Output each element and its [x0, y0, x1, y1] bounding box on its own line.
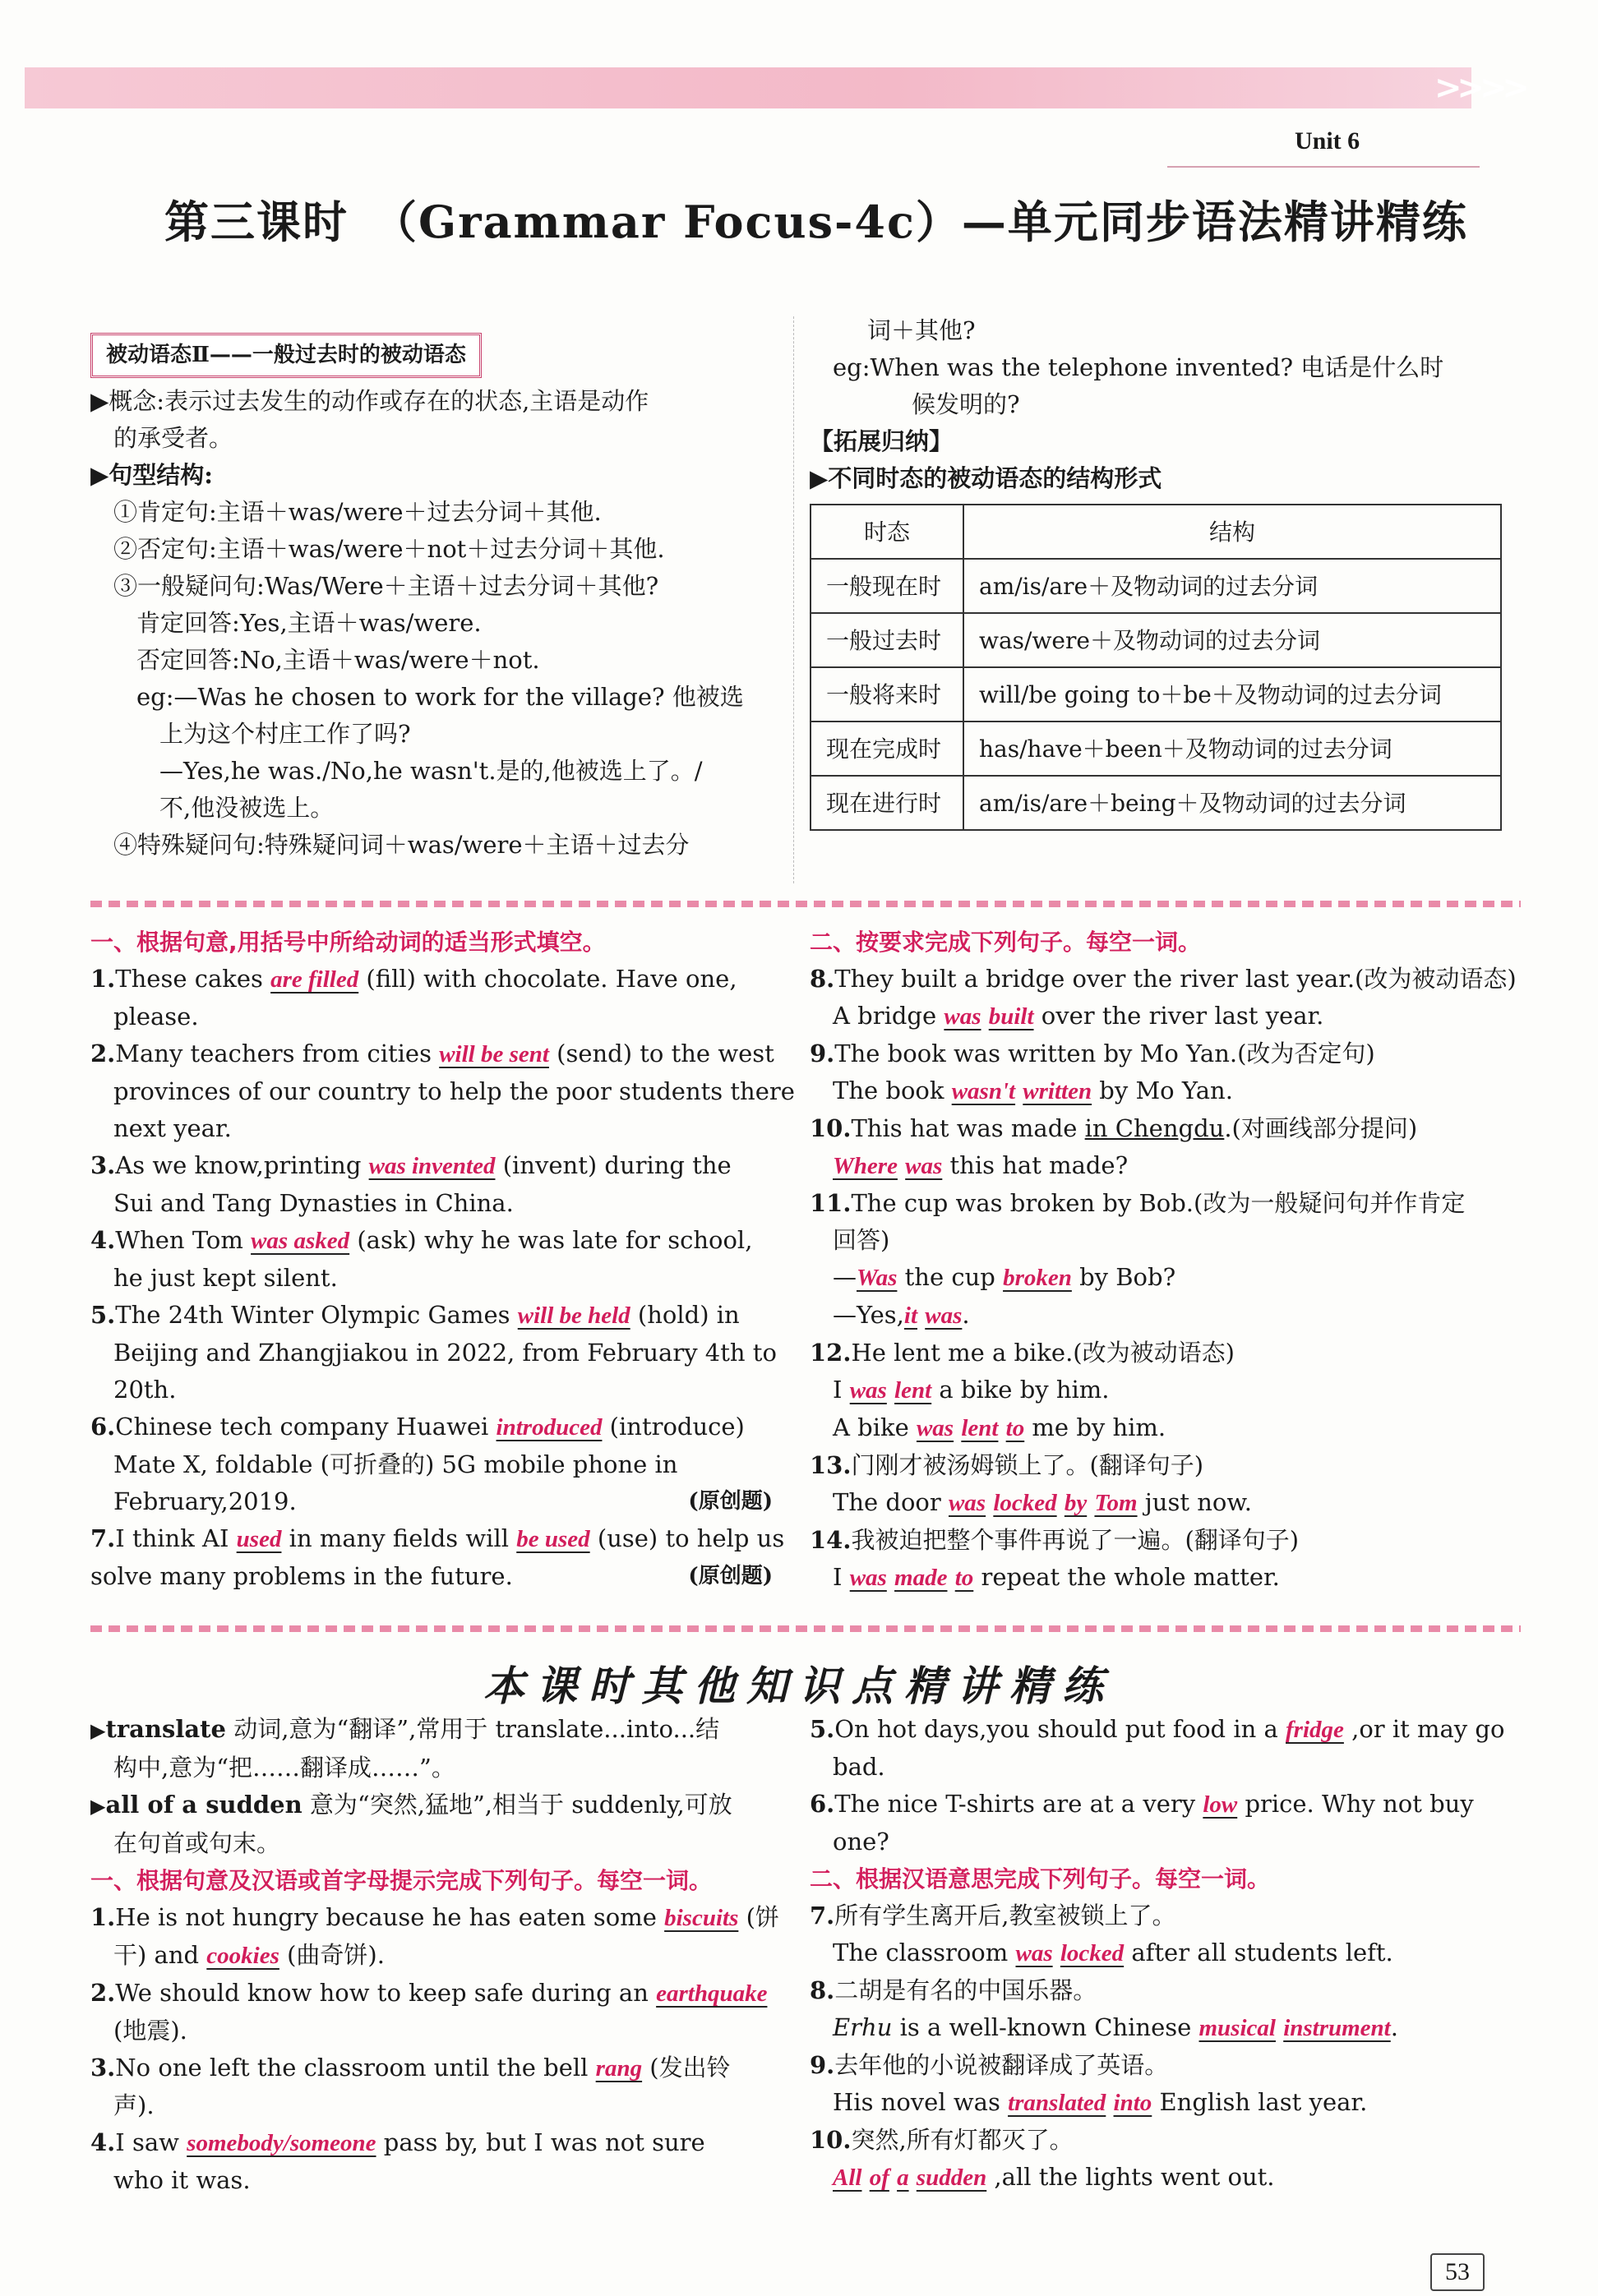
question-line: who it was.: [113, 2166, 251, 2194]
grammar-tag: 被动语态Ⅱ——一般过去时的被动语态: [90, 333, 482, 378]
answer: a: [897, 2165, 909, 2191]
grammar-line: 上为这个村庄工作了吗?: [159, 720, 411, 748]
grammar-left: [90, 333, 781, 864]
grammar-line: 不,他没被选上。: [159, 794, 335, 822]
answer: low: [1203, 1791, 1238, 1818]
answer: lent: [961, 1415, 999, 1441]
question-line: (地震).: [113, 2017, 187, 2045]
table-row: [811, 559, 1501, 613]
question-11: 11.The cup was broken by Bob.(改为一般疑问句并作肯定: [810, 1189, 1466, 1217]
answer: Where: [833, 1153, 898, 1179]
answer: be used: [516, 1526, 590, 1552]
question-5: 5.On hot days,you should put food in a fridge ,or it may go: [810, 1715, 1505, 1743]
question-4: 4.I saw somebody/someone pass by, but I was not sure: [90, 2128, 705, 2156]
grammar-line: 肯定回答:Yes,主语＋was/were.: [136, 609, 482, 637]
tense-table: [810, 504, 1502, 831]
knowledge-line: 构中,意为“把……翻译成……”。: [113, 1754, 455, 1782]
original-tag: (原创题): [688, 1489, 773, 1514]
grammar-line: ▶句型结构:: [90, 461, 214, 489]
answer: of: [869, 2165, 889, 2191]
exercise-1: [90, 924, 795, 1595]
answer: Was: [857, 1265, 898, 1291]
answer: written: [1023, 1078, 1092, 1104]
table-cell: 现在完成时: [811, 722, 963, 776]
question-line: Sui and Tang Dynasties in China.: [113, 1189, 514, 1217]
question-9: 9.去年他的小说被翻译成了英语。: [810, 2051, 1169, 2079]
table-cell: 现在进行时: [811, 776, 963, 830]
answer: rang: [595, 2055, 643, 2082]
page-title: 第三课时 （Grammar Focus-4c）—单元同步语法精讲精练: [164, 196, 1468, 248]
question-line: The door was locked by Tom just now.: [833, 1488, 1252, 1516]
answer: by: [1064, 1490, 1088, 1516]
question-7: 7.所有学生离开后,教室被锁上了。: [810, 1902, 1176, 1929]
grammar-line: eg:When was the telephone invented? 电话是什么时: [833, 353, 1444, 381]
table-cell: was/were＋及物动词的过去分词: [963, 613, 1501, 667]
question-8: 8.They built a bridge over the river last year.(改为被动语态): [810, 965, 1517, 993]
exercise-3: [90, 1711, 779, 2199]
question-line: 声).: [113, 2091, 155, 2119]
answer: built: [988, 1003, 1034, 1030]
question-line: His novel was translated into English last year.: [833, 2088, 1368, 2116]
table-row: [811, 722, 1501, 776]
exercise-4: [810, 1711, 1517, 2197]
answer: wasn't: [951, 1078, 1016, 1104]
answer: sudden: [916, 2165, 987, 2191]
question-line: 干) and cookies (曲奇饼).: [113, 1941, 385, 1969]
answer: will be sent: [439, 1041, 549, 1067]
grammar-right: [810, 312, 1517, 831]
table-cell: am/is/are＋being＋及物动词的过去分词: [963, 776, 1501, 830]
question-line: Mate Ⅹ, foldable (可折叠的) 5G mobile phone in: [113, 1450, 678, 1478]
question-12: 12.He lent me a bike.(改为被动语态): [810, 1339, 1235, 1367]
table-cell: 一般现在时: [811, 559, 963, 613]
answer: locked: [1060, 1940, 1125, 1966]
question-1: 1.He is not hungry because he has eaten some biscuits (饼: [90, 1903, 779, 1931]
question-line: please.: [113, 1003, 199, 1030]
answer: All: [833, 2165, 862, 2191]
exercise-title: 二、按要求完成下列句子。每空一词。: [810, 929, 1202, 956]
answer: lent: [894, 1377, 932, 1404]
original-tag: (原创题): [688, 1564, 773, 1588]
question-14: 14.我被迫把整个事件再说了一遍。(翻译句子): [810, 1526, 1300, 1554]
question-line: Erhu is a well-known Chinese musical instrument.: [833, 2013, 1398, 2041]
question-2: 2.We should know how to keep safe during an earthquake: [90, 1979, 768, 2007]
knowledge-line: 在句首或句末。: [113, 1829, 281, 1857]
question-3: 3.No one left the classroom until the bell rang (发出铃: [90, 2054, 731, 2082]
grammar-line: 的承受者。: [113, 424, 233, 452]
knowledge-point: ▶all of a sudden 意为“突然,猛地”,相当于 suddenly,可放: [90, 1791, 732, 1819]
grammar-line: ②否定句:主语＋was/were＋not＋过去分词＋其他.: [113, 535, 665, 563]
question-8: 8.二胡是有名的中国乐器。: [810, 1976, 1097, 2004]
answer: translated: [1008, 2090, 1106, 2116]
answer: was: [944, 1003, 981, 1030]
question-line: solve many problems in the future. (原创题): [90, 1558, 773, 1595]
grammar-line: ④特殊疑问句:特殊疑问词＋was/were＋主语＋过去分: [113, 831, 690, 859]
answer: are filled: [270, 966, 359, 993]
question-line: 20th.: [113, 1376, 177, 1404]
answer: was: [849, 1565, 887, 1591]
section-divider: [90, 901, 1521, 907]
question-line: he just kept silent.: [113, 1264, 338, 1292]
question-1: 1.These cakes are filled (fill) with chocolate. Have one,: [90, 965, 737, 993]
question-line: Beijing and Zhangjiakou in 2022, from February 4th to: [113, 1339, 777, 1367]
answer: instrument: [1283, 2015, 1391, 2041]
grammar-line: 否定回答:No,主语＋was/were＋not.: [136, 646, 540, 674]
answer: was: [849, 1377, 887, 1404]
answer: to: [954, 1565, 974, 1591]
table-header: 结构: [963, 505, 1501, 559]
grammar-line: ③一般疑问句:Was/Were＋主语＋过去分词＋其他?: [113, 572, 659, 600]
table-cell: am/is/are＋及物动词的过去分词: [963, 559, 1501, 613]
table-cell: has/have＋been＋及物动词的过去分词: [963, 722, 1501, 776]
unit-label: Unit 6: [1295, 127, 1360, 154]
column-divider: [793, 316, 794, 883]
grammar-line: ①肯定句:主语＋was/were＋过去分词＋其他.: [113, 498, 602, 526]
answer: was asked: [251, 1228, 350, 1254]
question-13: 13.门刚才被汤姆锁上了。(翻译句子): [810, 1451, 1204, 1479]
question-line: I was made to repeat the whole matter.: [833, 1563, 1280, 1591]
question-line: provinces of our country to help the poor students there: [113, 1077, 795, 1105]
answer: locked: [993, 1490, 1057, 1516]
header-band: [25, 67, 1471, 108]
question-line: The book wasn't written by Mo Yan.: [833, 1077, 1233, 1104]
question-9: 9.The book was written by Mo Yan.(改为否定句): [810, 1040, 1375, 1067]
answer: Tom: [1094, 1490, 1138, 1516]
answer: cookies: [206, 1943, 279, 1969]
answer: was: [905, 1153, 943, 1179]
answer: was: [948, 1490, 986, 1516]
answer: into: [1113, 2090, 1152, 2116]
answer: will be held: [517, 1302, 630, 1329]
table-cell: 一般过去时: [811, 613, 963, 667]
answer: was invented: [368, 1153, 496, 1179]
question-line: 回答): [833, 1226, 890, 1254]
exercise-title: 一、根据句意及汉语或首字母提示完成下列句子。每空一词。: [90, 1867, 713, 1894]
answer: broken: [1003, 1265, 1072, 1291]
question-10: 10.This hat was made in Chengdu.(对画线部分提问): [810, 1114, 1418, 1142]
answer: musical: [1198, 2015, 1276, 2041]
question-line: A bridge was built over the river last year.: [833, 1002, 1324, 1030]
answer: made: [894, 1565, 948, 1591]
question-3: 3.As we know,printing was invented (invent) during the: [90, 1151, 732, 1179]
table-row: [811, 667, 1501, 722]
question-line: The classroom was locked after all students left.: [833, 1939, 1393, 1966]
question-2: 2.Many teachers from cities will be sent (send) to the west: [90, 1040, 774, 1067]
grammar-line: ▶概念:表示过去发生的动作或存在的状态,主语是动作: [90, 387, 649, 415]
table-row: [811, 776, 1501, 830]
question-7: 7.I think AI used in many fields will be used (use) to help us: [90, 1524, 785, 1552]
question-4: 4.When Tom was asked (ask) why he was late for school,: [90, 1226, 753, 1254]
question-line: bad.: [833, 1753, 885, 1781]
question-line: All of a sudden ,all the lights went out.: [833, 2163, 1275, 2191]
page-number: 53: [1430, 2253, 1485, 2291]
question-6: 6.Chinese tech company Huawei introduced (introduce): [90, 1413, 745, 1441]
question-line: I was lent a bike by him.: [833, 1376, 1110, 1404]
exercise-title: 一、根据句意,用括号中所给动词的适当形式填空。: [90, 929, 606, 956]
table-cell: will/be going to＋be＋及物动词的过去分词: [963, 667, 1501, 722]
question-6: 6.The nice T-shirts are at a very low price. Why not buy: [810, 1790, 1474, 1818]
answer: was: [916, 1415, 954, 1441]
answer: earthquake: [656, 1980, 768, 2007]
table-row: [811, 613, 1501, 667]
grammar-line: —Yes,he was./No,he wasn't.是的,他被选上了。/: [159, 757, 703, 785]
grammar-line: ▶不同时态的被动语态的结构形式: [810, 464, 1162, 492]
exercise-2: [810, 924, 1517, 1597]
question-line: one?: [833, 1828, 889, 1856]
question-line: next year.: [113, 1114, 232, 1142]
chevron-right-icon: >>>>: [1434, 69, 1526, 107]
answer: somebody/someone: [187, 2130, 376, 2156]
table-header: 时态: [811, 505, 963, 559]
answer: was: [925, 1302, 963, 1329]
question-line: Where was this hat made?: [833, 1151, 1129, 1179]
question-line: A bike was lent to me by him.: [833, 1413, 1166, 1441]
grammar-line: 【拓展归纳】: [810, 427, 954, 455]
grammar-line: 候发明的?: [912, 390, 1020, 418]
answer: introduced: [496, 1414, 603, 1441]
knowledge-point: ▶translate 动词,意为“翻译”,常用于 translate...into...结: [90, 1715, 720, 1743]
exercise-title: 二、根据汉语意思完成下列句子。每空一词。: [810, 1865, 1271, 1893]
question-10: 10.突然,所有灯都灭了。: [810, 2126, 1074, 2154]
answer: fridge: [1286, 1717, 1344, 1743]
question-5: 5.The 24th Winter Olympic Games will be held (hold) in: [90, 1301, 740, 1329]
grammar-line: 词＋其他?: [867, 316, 976, 344]
answer: it: [903, 1302, 918, 1329]
answer: was: [1015, 1940, 1053, 1966]
answer: to: [1005, 1415, 1025, 1441]
question-line: February,2019. (原创题): [90, 1483, 773, 1520]
section-divider: [90, 1625, 1521, 1632]
grammar-line: eg:—Was he chosen to work for the village? 他被选: [136, 683, 744, 711]
section-title: 本课时其他知识点精讲精练: [483, 1662, 1115, 1710]
answer: biscuits: [664, 1905, 739, 1931]
question-line: —Yes,it was.: [833, 1301, 970, 1329]
question-line: —Was the cup broken by Bob?: [833, 1263, 1176, 1291]
table-cell: 一般将来时: [811, 667, 963, 722]
answer: used: [236, 1526, 282, 1552]
